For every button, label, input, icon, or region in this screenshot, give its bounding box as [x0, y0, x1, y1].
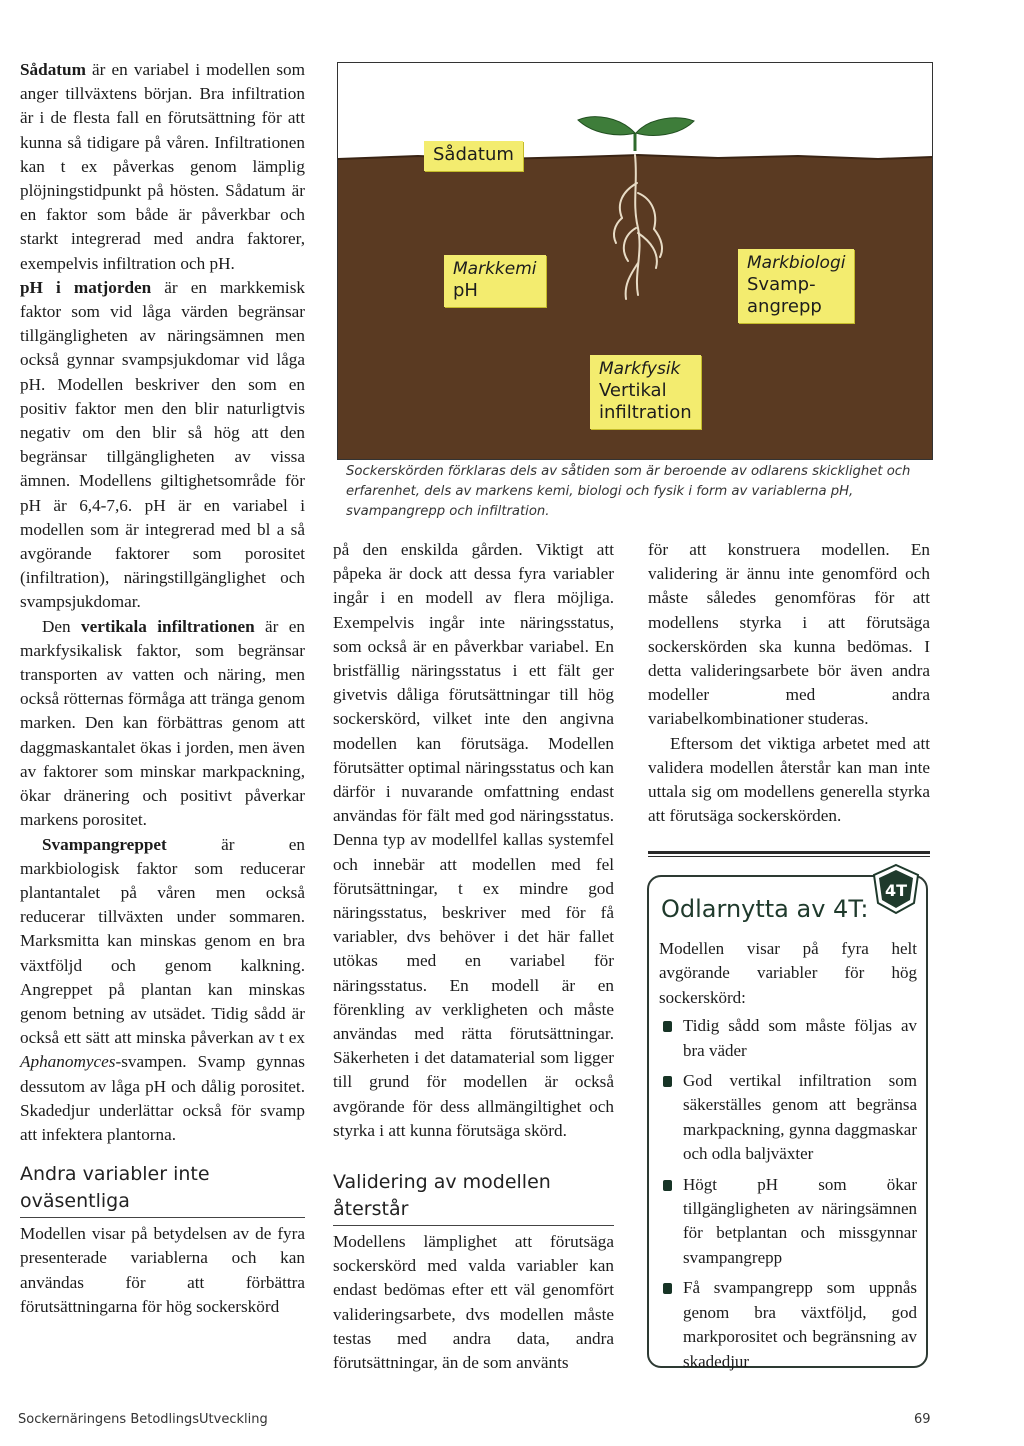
bullet-icon: [663, 1283, 672, 1294]
box-body: [659, 937, 917, 1380]
paragraph-sadatum: [20, 58, 305, 276]
list-item: [659, 1069, 917, 1167]
odlarnytta-box: [647, 875, 928, 1371]
paragraph-andra-variabler: Modellen visar på betydelsen av de fyra presenterade variablerna och kan användas för att förbättra förutsättningarna för hög sockerskörd: [20, 1224, 305, 1316]
bullet-icon: [663, 1076, 672, 1087]
paragraph-text: är en variabel i modellen som anger tillväxtens början. Bra infiltration är i de flesta fall en förutsättning för att kunna så tidigare på våren. Infiltrationen kan t ex påverkas genom lämplig plöjningstidpunkt på hösten. Sådatum är en faktor som både är påverkbar och starkt integrerad med andra faktorer, exempelvis infiltration och pH.: [20, 60, 305, 273]
label-markkemi-ph: [444, 255, 546, 307]
paragraph-svampangrepp: [20, 833, 305, 1148]
paragraph-konstruera: för att konstruera modellen. En validering är ännu inte genomförd och måste således genomföras för att modellens styrka i att förutsäga sockerskörden ska kunna bedömas. I detta valideringsarbete bör även andra modeller med andra variabelkombinationer studeras.: [648, 540, 930, 729]
paragraph-text: är en markfysikalisk faktor, som begränsar transporten av vatten och näring, men också rötternas förmåga att tränga genom marken. Den kan förbättras genom att daggmaskantalet ökas i jorden, men även av faktorer som minskar markpackning, ökar dränering och positivt påverkar markens porositet.: [20, 616, 306, 830]
paragraph-text: är en markkemisk faktor som vid låga värden begränsar tillgängligheten av näringsämnen men också gynnar svampsjukdomar vid låga pH. Modellen beskriver den som en positiv faktor men den blir naturligtvis negativ om den blir så hög att den begränsar tillgängligheten av vissa ämnen. Modellens giltighetsområde för pH är 6,4-7,6. pH är en variabel i modellen som är integrerad med bl a så avgörande faktorer som porositet (infiltration), näringstillgänglighet och svampsjukdomar.: [20, 277, 305, 612]
paragraph-validering: Modellens lämplighet att förutsäga sockerskörd med valda variabler kan endast bedömas efter ett väl genomfört valideringsarbete, dvs modellen måste testas med andra data, andra förutsättningar, än de som använts: [333, 1232, 614, 1373]
box-list: [659, 1014, 917, 1374]
label-text: infiltration: [599, 402, 692, 423]
label-text: angrepp: [747, 296, 822, 317]
list-item-text: Högt pH som ökar tillgängligheten av näringsämnen för betplantan och missgynnar svampangrepp: [683, 1174, 917, 1267]
bullet-icon: [663, 1180, 672, 1191]
4t-badge-icon: [870, 863, 922, 915]
figure-caption: Sockerskörden förklaras dels av såtiden som är beroende av odlarens skicklighet och erfarenhet, dels av markens kemi, biologi och fysik i form av variablerna pH, svampangrepp och infiltration.: [346, 464, 911, 519]
bullet-icon: [663, 1021, 672, 1032]
label-text: Markkemi: [453, 259, 537, 279]
box-title: Odlarnytta av 4T:: [661, 895, 869, 923]
paragraph-text: är en markbiologisk faktor som reducerar plantantalet på våren men också reducerar tillväxten under sommaren. Marksmitta kan minskas genom en bra växtföljd och genom kalkning. Angreppet på plantan kan minskas genom betning av utsädet. Tidig sådd är också ett sätt att minska påverkan av t ex: [20, 834, 305, 1048]
footer-publisher: Sockernäringens BetodlingsUtveckling: [18, 1412, 268, 1427]
text-column-right: [648, 538, 930, 828]
list-item-text: Tidig sådd som måste följas av bra väder: [683, 1016, 917, 1060]
term-sadatum: Sådatum: [20, 60, 86, 79]
box-intro: Modellen visar på fyra helt avgörande variabler för hög sockerskörd:: [659, 939, 917, 1007]
paragraph-ph: [20, 276, 305, 615]
list-item: [659, 1173, 917, 1271]
label-sadatum: [424, 141, 523, 171]
text-column-middle: [333, 538, 614, 1375]
paragraph-text: -svampen. Svamp gynnas dessutom av låga pH och dålig porositet. Skadedjur underlättar också för svamp att infektera plantorna.: [20, 1052, 305, 1144]
paragraph-modell: på den enskilda gården. Viktigt att påpeka är dock att dessa fyra variabler ingår i en modell av flera möjliga. Exempelvis ingår inte näringsstatus, som också är en påverkbar variabel. En bristfällig näringsstatus i ett fält ger givetvis dåliga förutsättningar till hög sockerskörd, vilket inte den angivna modellen kan förutsäga. Modellen förutsätter optimal näringsstatus och kan därför i nuvarande omfattning endast användas för fält med god näringsstatus. Denna typ av modellfel kallas systemfel och innebär att modellen med fel förutsättningar, t ex mindre god näringsstatus, beskriver med för få variabler, dvs behöver i det här fallet utökas med en variabel för näringsstatus. En modell är en förenkling av verkligheten och måste användas med rätta förutsättningar. Säkerheten i det datamaterial som ligger till grund för modellen är också avgörande för dess allmängiltighet och styrka i att kunna förutsäga skörd.: [333, 540, 614, 1140]
label-text: Vertikal: [599, 380, 667, 401]
label-text: Markfysik: [599, 359, 681, 379]
list-item-text: Få svampangrepp som uppnås genom bra växtföljd, god markporositet och begränsning av skadedjur: [683, 1278, 917, 1371]
list-item: [659, 1014, 917, 1063]
paragraph-text: Den: [42, 616, 82, 636]
section-heading-andra-variabler: Andra variabler inte oväsentliga: [20, 1161, 305, 1218]
section-heading-validering: Validering av modellen återstår: [333, 1169, 614, 1226]
label-text: Sådatum: [433, 144, 514, 165]
term-svampangrepp: Svampangreppet: [42, 834, 167, 854]
divider-rule: [648, 851, 930, 854]
list-item-text: God vertikal infiltration som säkerställes genom att begränsa markpackning, gynna daggmaskar och odla baljväxter: [683, 1071, 917, 1164]
paragraph-eftersom: Eftersom det viktiga arbetet med att validera modellen återstår kan man inte uttala sig om modellens generella styrka att förutsäga sockerskörden.: [648, 733, 930, 826]
page-number: 69: [914, 1412, 931, 1427]
text-column-left: [20, 58, 305, 1319]
species-name: Aphanomyces: [20, 1052, 116, 1072]
term-ph: pH i matjorden: [20, 277, 152, 297]
label-text: Svamp-: [747, 274, 816, 295]
list-item: [659, 1276, 917, 1374]
badge-text: 4T: [884, 881, 908, 900]
label-text: Markbiologi: [747, 253, 846, 273]
sugar-beet-illustration: [337, 62, 933, 460]
label-markfysik: [590, 355, 701, 429]
label-markbiologi: [738, 249, 854, 323]
paragraph-infiltration: [20, 615, 305, 833]
label-text: pH: [453, 280, 478, 301]
term-vertikal-infiltration: vertikala infiltrationen: [81, 616, 255, 636]
divider-rule-thin: [648, 856, 930, 857]
